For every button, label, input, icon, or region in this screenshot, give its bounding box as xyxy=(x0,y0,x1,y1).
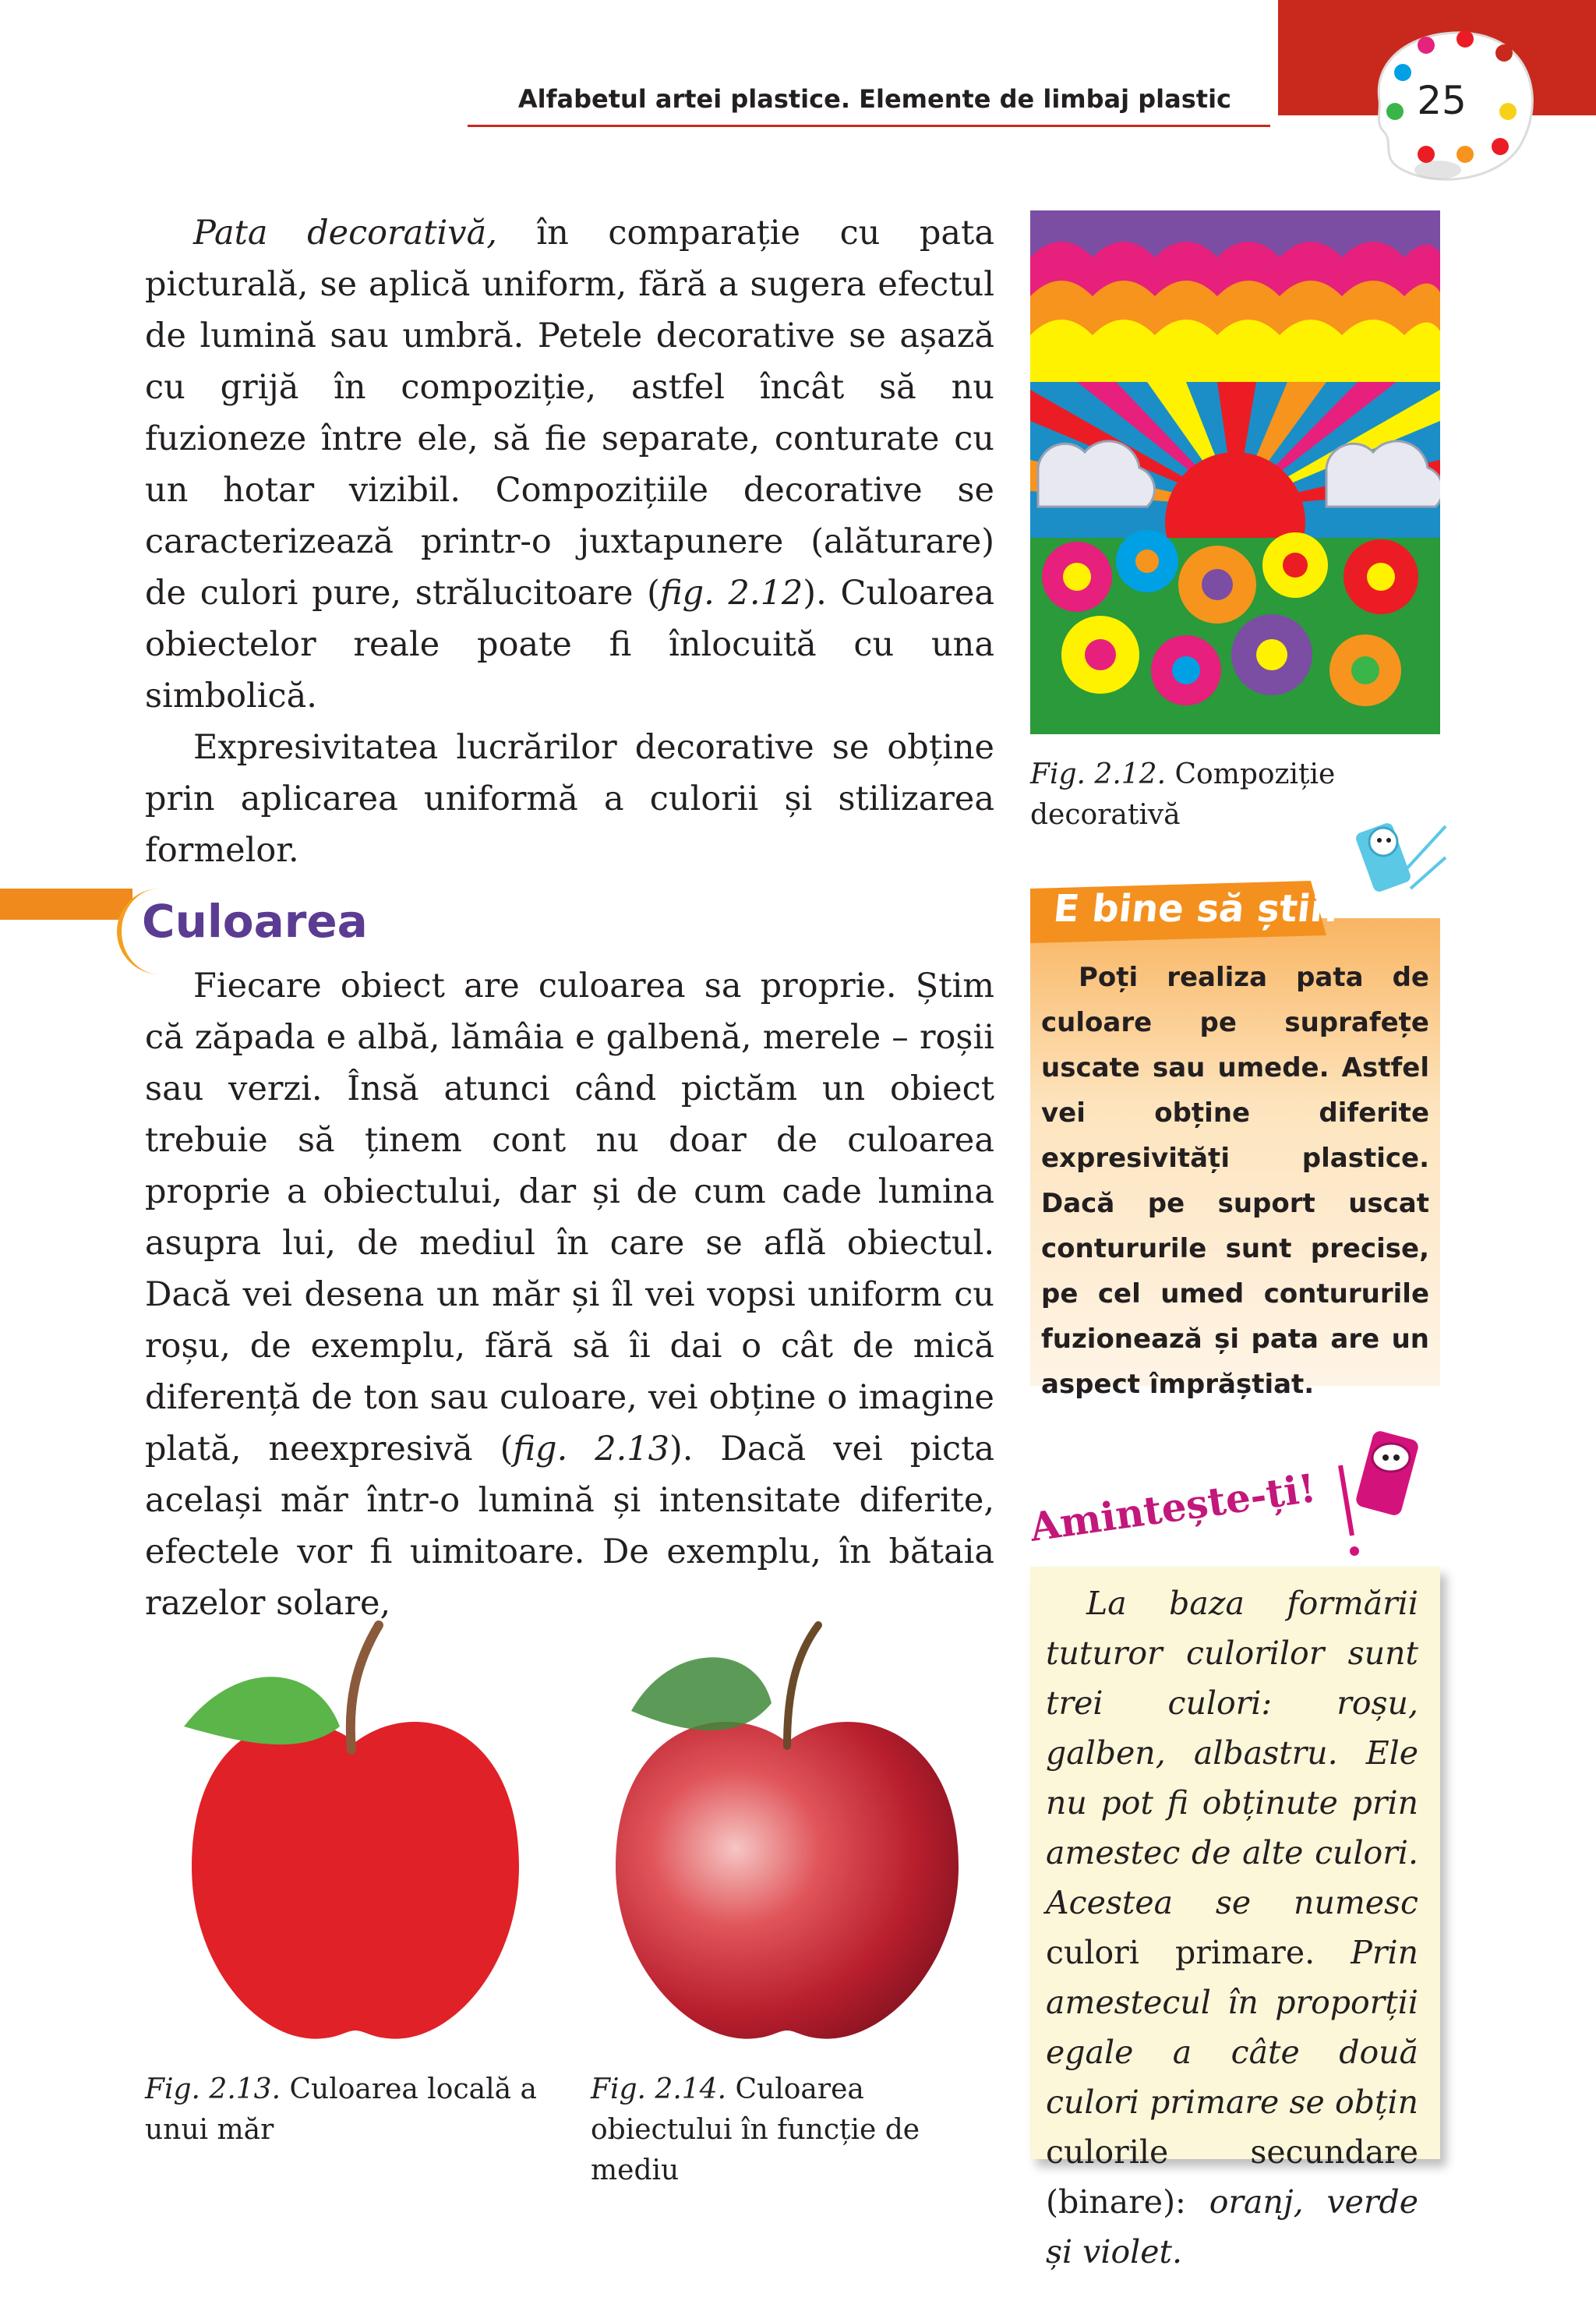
remember-text-italic: La baza formării tuturor culorilor sunt trei culori: roșu, galben, albastru. Ele nu pot fi obținute prin amestec de alte culori. Acestea se numesc xyxy=(1046,1585,1418,1921)
text-column-culoarea xyxy=(145,960,994,1629)
watercolor-apple-image xyxy=(569,1610,1005,2062)
did-you-know-paragraph: Poți realiza pata de culoare pe suprafețe uscate sau umede. Astfel vei obține diferite expresivități plastice. Dacă pe suport uscat contururile sunt precise, pe cel umed contururile fuzionează și pata are un aspect împrăștiat. xyxy=(1041,962,1429,1400)
remember-paragraph xyxy=(1046,1578,1418,2277)
figure-reference: fig. 2.12 xyxy=(659,574,803,613)
remember-text-italic: Prin amestecul în proporții egale a câte două culori primare se obțin xyxy=(1046,1934,1418,2121)
caption-text: Culoarea locală a unui măr xyxy=(145,2073,537,2146)
term-pata-decorativa: Pata decorativă, xyxy=(193,214,497,253)
header-divider xyxy=(468,125,1270,127)
chapter-title: Alfabetul artei plastice. Elemente de limbaj plastic xyxy=(517,84,1231,114)
flat-apple-image xyxy=(145,1610,566,2062)
section-title: Culoarea xyxy=(142,895,368,948)
remember-title: Amintește-ți! xyxy=(1026,1465,1319,1550)
did-you-know-text xyxy=(1041,955,1429,1407)
figure-caption-2-13 xyxy=(145,2069,550,2151)
decorative-composition-image xyxy=(1030,210,1440,734)
caption-text: Culoarea obiectului în funcție de mediu xyxy=(591,2073,920,2186)
pencil-mascot-pink-icon xyxy=(1325,1419,1442,1559)
section-accent-bar xyxy=(0,889,132,920)
paragraph-text: ). Dacă vei picta același măr într-o lumină și intensitate diferite, efectele vor fi uimitoare. De exemplu, în bătaia razelor solare, xyxy=(145,1430,994,1623)
paragraph-text: în comparație cu pata picturală, se aplică uniform, fără a sugera efectul de lumină sau umbră. Petele decorative se așază cu grijă în compoziție, astfel încât să nu fuzioneze între ele, să fie separate, conturate cu un hotar vizibil. Compozițiile decorative se caracterizează printr-o juxtapunere (alăturare) de culori pure, strălucitoare ( xyxy=(145,214,994,613)
figure-label: Fig. 2.12. xyxy=(1030,758,1167,790)
paragraph-culoarea xyxy=(145,960,994,1629)
remember-text-italic: oranj, verde și violet. xyxy=(1046,2183,1418,2271)
paragraph-text: Fiecare obiect are culoarea sa proprie. Știm că zăpada e albă, lămâia e galbenă, merele – roșii sau verzi. Însă atunci când pictăm un obiect trebuie să ținem cont nu doar de culoarea proprie a obiectului, dar și de cum cade lumina asupra lui, de mediul în care se află obiectul. Dacă vei desena un măr și îl vei vopsi uniform cu roșu, de exemplu, fără să îi dai o cât de mică diferență de ton sau culoare, vei obține o imagine plată, neexpresivă ( xyxy=(145,967,994,1468)
figure-reference: fig. 2.13 xyxy=(513,1430,669,1468)
paragraph-text: ). Culoarea obiectelor reale poate fi înlocuită cu una simbolică. xyxy=(145,574,994,716)
text-column-top xyxy=(145,207,994,876)
remember-text xyxy=(1046,1578,1418,2277)
remember-text-regular: culori primare. xyxy=(1046,1934,1351,1971)
remember-text-regular: culorile secundare (binare): xyxy=(1046,2133,1418,2221)
page-number: 25 xyxy=(1417,78,1467,123)
figure-caption-2-14 xyxy=(591,2069,996,2191)
caption-text: Compoziție decorativă xyxy=(1030,758,1336,831)
paragraph-pata-decorativa xyxy=(145,207,994,722)
did-you-know-title: E bine să știi! xyxy=(1051,887,1343,931)
figure-label: Fig. 2.14. xyxy=(591,2073,727,2105)
figure-label: Fig. 2.13. xyxy=(145,2073,281,2105)
paragraph-expresivitate: Expresivitatea lucrărilor decorative se obține prin aplicarea uniformă a culorii și stilizarea formelor. xyxy=(145,728,994,870)
pencil-mascot-icon xyxy=(1340,811,1449,928)
